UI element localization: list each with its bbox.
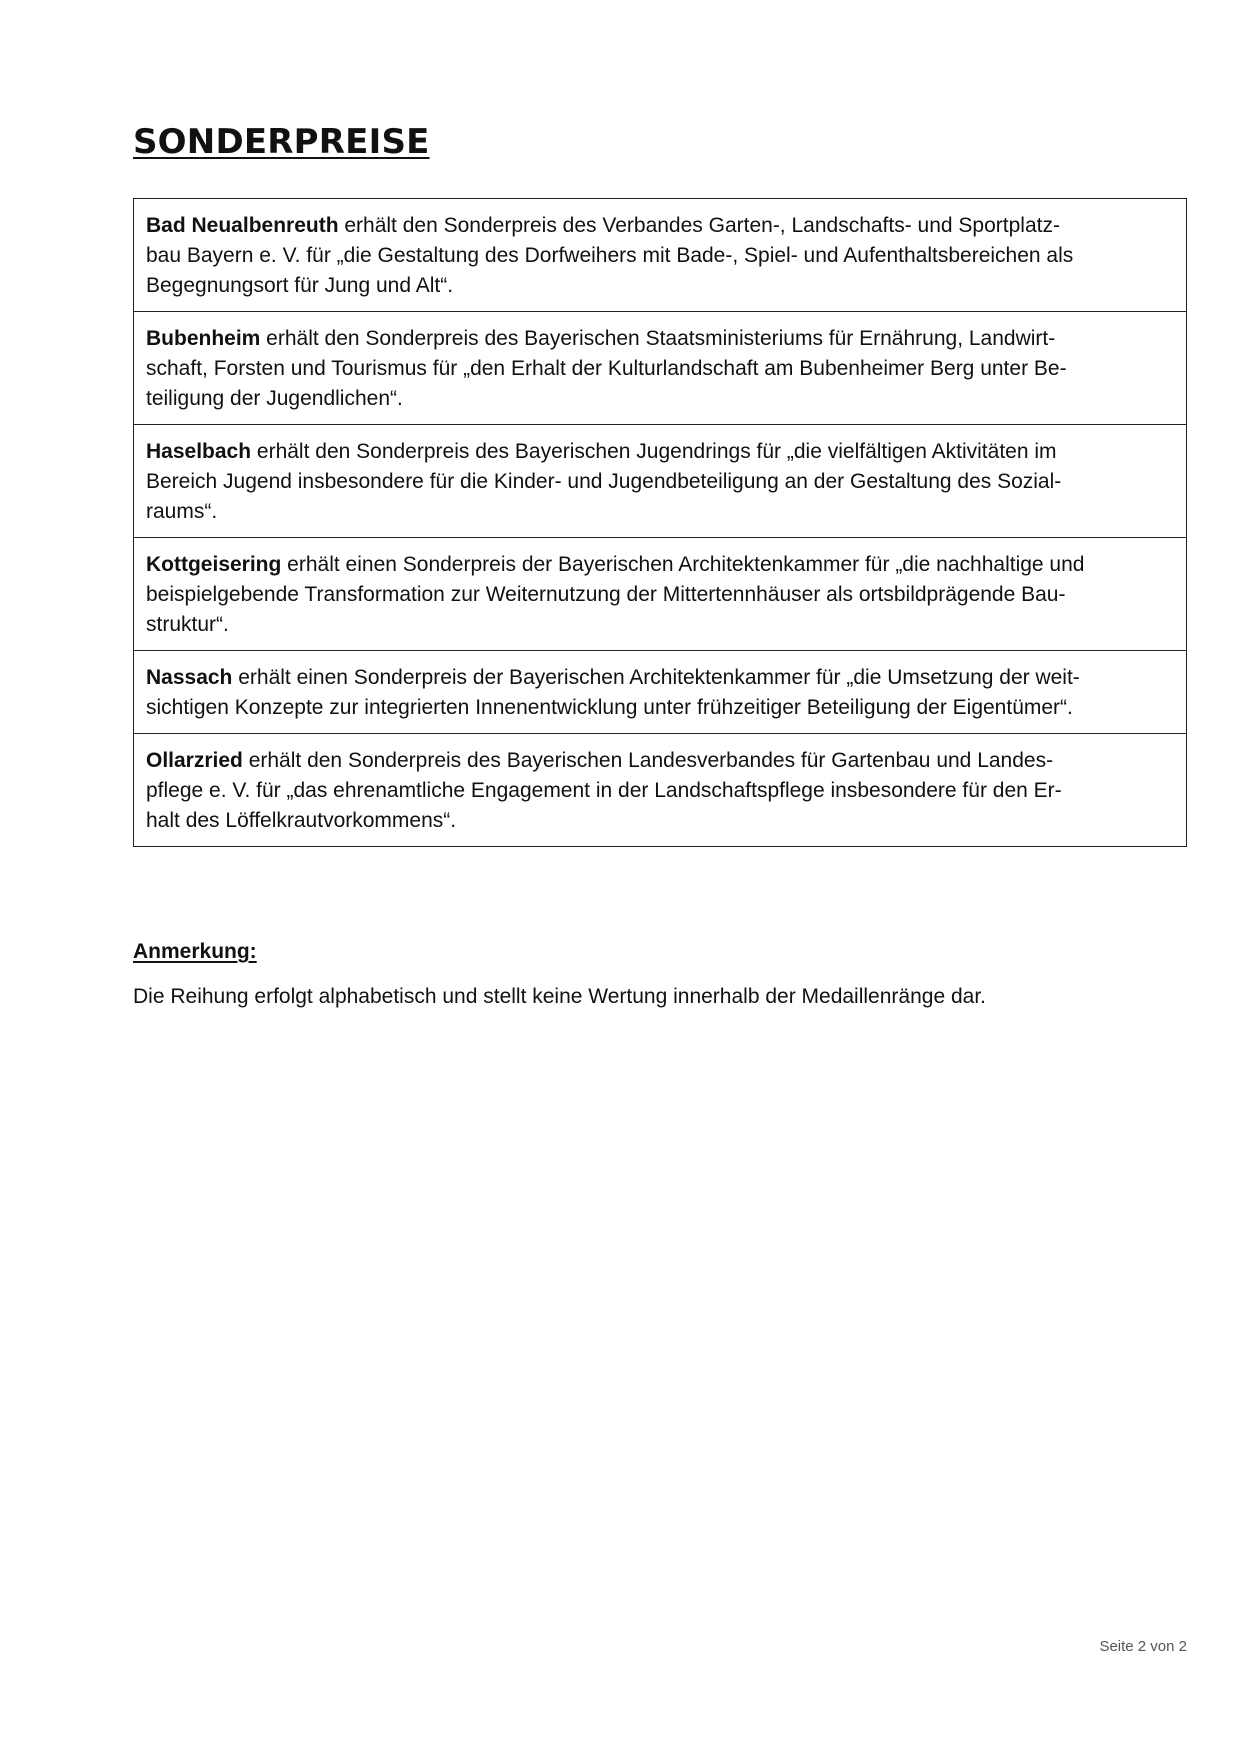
award-cell bbox=[134, 651, 1187, 734]
award-cell bbox=[134, 425, 1187, 538]
award-text-line: struktur“. bbox=[146, 613, 229, 636]
award-recipient: Bubenheim bbox=[146, 327, 261, 350]
award-recipient: Ollarzried bbox=[146, 749, 243, 772]
award-cell bbox=[134, 312, 1187, 425]
award-text-line: raums“. bbox=[146, 500, 218, 523]
award-text-line: Begegnungsort für Jung und Alt“. bbox=[146, 274, 454, 297]
award-text-line: erhält den Sonderpreis des Verbandes Garten-, Landschafts- und Sportplatz- bbox=[338, 214, 1060, 237]
special-awards-table bbox=[133, 198, 1187, 847]
table-row bbox=[134, 312, 1187, 425]
award-text-line: erhält den Sonderpreis des Bayerischen Landesverbandes für Gartenbau und Landes- bbox=[242, 749, 1054, 772]
award-text-line: sichtigen Konzepte zur integrierten Innenentwicklung unter frühzeitiger Beteiligung der Eigentümer“. bbox=[146, 696, 1073, 719]
award-text-line: erhält den Sonderpreis des Bayerischen Staatsministeriums für Ernährung, Landwirt- bbox=[260, 327, 1056, 350]
award-recipient: Haselbach bbox=[146, 440, 252, 463]
award-text-line: erhält einen Sonderpreis der Bayerischen Architektenkammer für „die nachhaltige und bbox=[281, 553, 1085, 576]
award-recipient: Kottgeisering bbox=[146, 553, 282, 576]
award-text-line: schaft, Forsten und Tourismus für „den Erhalt der Kulturlandschaft am Bubenheimer Berg unter Be- bbox=[146, 357, 1067, 380]
award-text-line: beispielgebende Transformation zur Weiternutzung der Mittertennhäuser als ortsbildprägende Bau- bbox=[146, 583, 1066, 606]
award-cell bbox=[134, 199, 1187, 312]
award-text-line: bau Bayern e. V. für „die Gestaltung des Dorfweihers mit Bade-, Spiel- und Aufenthaltsbereichen als bbox=[146, 244, 1074, 267]
award-text-line: erhält einen Sonderpreis der Bayerischen Architektenkammer für „die Umsetzung der weit- bbox=[232, 666, 1080, 689]
table-row bbox=[134, 651, 1187, 734]
page-title: SONDERPREISE bbox=[133, 122, 430, 162]
award-text-line: Bereich Jugend insbesondere für die Kinder- und Jugendbeteiligung an der Gestaltung des Sozial- bbox=[146, 470, 1062, 493]
award-text-line: erhält den Sonderpreis des Bayerischen Jugendrings für „die vielfältigen Aktivitäten im bbox=[251, 440, 1057, 463]
note-heading: Anmerkung: bbox=[133, 940, 257, 963]
table-row bbox=[134, 538, 1187, 651]
award-cell bbox=[134, 538, 1187, 651]
note-text: Die Reihung erfolgt alphabetisch und stellt keine Wertung innerhalb der Medaillenränge dar. bbox=[133, 985, 986, 1008]
award-cell bbox=[134, 734, 1187, 847]
award-recipient: Bad Neualbenreuth bbox=[146, 214, 339, 237]
award-text-line: pflege e. V. für „das ehrenamtliche Engagement in der Landschaftspflege insbesondere für den Er- bbox=[146, 779, 1062, 802]
table-row bbox=[134, 425, 1187, 538]
page-number: Seite 2 von 2 bbox=[1099, 1638, 1187, 1655]
award-recipient: Nassach bbox=[146, 666, 233, 689]
award-text-line: teiligung der Jugendlichen“. bbox=[146, 387, 403, 410]
table-row bbox=[134, 199, 1187, 312]
award-text-line: halt des Löffelkrautvorkommens“. bbox=[146, 809, 457, 832]
table-row bbox=[134, 734, 1187, 847]
